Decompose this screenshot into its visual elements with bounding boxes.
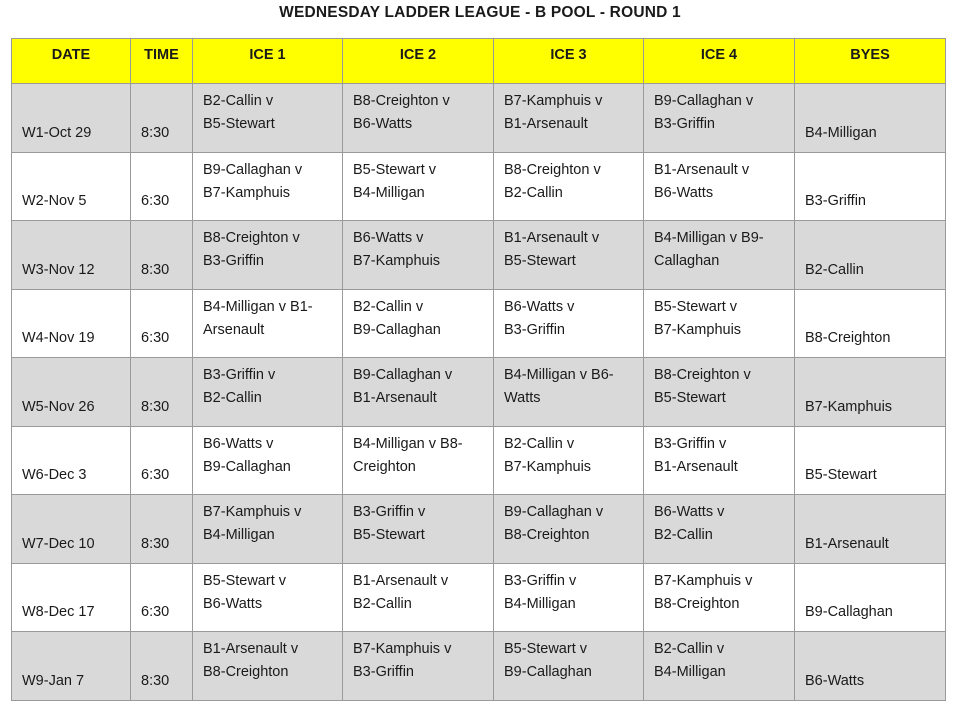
match-line: B4-Milligan v B9- bbox=[654, 230, 764, 246]
match-line: B1-Arsenault v bbox=[353, 572, 449, 589]
date-cell: W3-Nov 12 bbox=[12, 221, 131, 290]
ice-1-match-cell bbox=[193, 84, 343, 153]
ice-4-match-cell bbox=[644, 358, 795, 427]
ice-3-match-cell bbox=[494, 152, 644, 221]
match-line: B4-Milligan v B8- bbox=[353, 435, 463, 452]
match-line: B2-Callin v bbox=[654, 641, 725, 657]
date-cell: W7-Dec 10 bbox=[12, 495, 131, 564]
match-line: B4-Milligan v B6- bbox=[504, 367, 614, 383]
ice-4-match-cell bbox=[644, 563, 795, 632]
match-line: B8-Creighton v bbox=[654, 367, 751, 383]
table-row bbox=[12, 289, 946, 358]
ice-3-match-cell bbox=[494, 495, 644, 564]
match-line: B9-Callaghan v bbox=[654, 93, 754, 109]
match-line: B8-Creighton v bbox=[353, 93, 450, 109]
ice-2-match-cell bbox=[343, 358, 494, 427]
match-line: Creighton bbox=[353, 458, 416, 475]
ice-1-match-cell bbox=[193, 358, 343, 427]
ice-1-match-cell bbox=[193, 563, 343, 632]
match-line: B6-Watts v bbox=[353, 230, 424, 246]
header-ice-1: ICE 1 bbox=[193, 39, 343, 84]
match-line: B7-Kamphuis bbox=[203, 184, 291, 201]
match-line: B4-Milligan bbox=[504, 595, 576, 612]
match-line: B6-Watts v bbox=[504, 298, 575, 315]
header-date: DATE bbox=[12, 39, 131, 84]
table-row bbox=[12, 84, 946, 153]
ice-4-match-cell bbox=[644, 632, 795, 701]
table-row bbox=[12, 358, 946, 427]
match-line: B7-Kamphuis bbox=[353, 253, 441, 269]
match-line: B3-Griffin v bbox=[504, 572, 577, 589]
match-line: B8-Creighton bbox=[654, 595, 740, 612]
ice-3-match-cell bbox=[494, 221, 644, 290]
match-line: Arsenault bbox=[203, 321, 265, 338]
table-row bbox=[12, 426, 946, 495]
ice-4-match-cell bbox=[644, 289, 795, 358]
match-line: B2-Callin v bbox=[353, 298, 424, 315]
match-line: B8-Creighton bbox=[203, 664, 289, 680]
match-line: B5-Stewart bbox=[504, 253, 576, 269]
match-line: B2-Callin v bbox=[504, 435, 575, 452]
time-cell: 6:30 bbox=[131, 563, 193, 632]
match-line: B4-Milligan bbox=[654, 664, 726, 680]
date-cell: W9-Jan 7 bbox=[12, 632, 131, 701]
bye-cell: B9-Callaghan bbox=[795, 563, 946, 632]
match-line: B3-Griffin bbox=[353, 664, 414, 680]
match-line: B1-Arsenault bbox=[504, 116, 588, 132]
time-cell: 6:30 bbox=[131, 289, 193, 358]
table-row bbox=[12, 563, 946, 632]
match-line: B4-Milligan bbox=[353, 184, 425, 201]
ice-1-match-cell bbox=[193, 221, 343, 290]
ice-2-match-cell bbox=[343, 221, 494, 290]
match-line: B1-Arsenault bbox=[353, 390, 437, 406]
bye-cell: B6-Watts bbox=[795, 632, 946, 701]
match-line: B8-Creighton v bbox=[504, 161, 601, 178]
time-cell: 6:30 bbox=[131, 426, 193, 495]
match-line: B5-Stewart bbox=[654, 390, 726, 406]
match-line: B9-Callaghan bbox=[353, 321, 441, 338]
ice-4-match-cell bbox=[644, 152, 795, 221]
ice-2-match-cell bbox=[343, 152, 494, 221]
ice-2-match-cell bbox=[343, 84, 494, 153]
bye-cell: B1-Arsenault bbox=[795, 495, 946, 564]
header-ice-3: ICE 3 bbox=[494, 39, 644, 84]
match-line: B9-Callaghan bbox=[504, 664, 592, 680]
match-line: B6-Watts bbox=[654, 184, 714, 201]
match-line: B6-Watts bbox=[203, 595, 263, 612]
bye-cell: B8-Creighton bbox=[795, 289, 946, 358]
date-cell: W4-Nov 19 bbox=[12, 289, 131, 358]
ice-1-match-cell bbox=[193, 495, 343, 564]
match-line: B2-Callin bbox=[353, 595, 412, 612]
ice-2-match-cell bbox=[343, 632, 494, 701]
match-line: B5-Stewart v bbox=[203, 572, 286, 589]
match-line: B7-Kamphuis v bbox=[654, 572, 753, 589]
ice-1-match-cell bbox=[193, 152, 343, 221]
time-cell: 6:30 bbox=[131, 152, 193, 221]
time-cell: 8:30 bbox=[131, 495, 193, 564]
match-line: B7-Kamphuis v bbox=[203, 504, 302, 520]
match-line: B9-Callaghan bbox=[203, 458, 291, 475]
match-line: B7-Kamphuis bbox=[504, 458, 592, 475]
date-cell: W8-Dec 17 bbox=[12, 563, 131, 632]
date-cell: W1-Oct 29 bbox=[12, 84, 131, 153]
ice-2-match-cell bbox=[343, 289, 494, 358]
match-line: B3-Griffin bbox=[654, 116, 715, 132]
match-line: B8-Creighton v bbox=[203, 230, 300, 246]
match-line: B3-Griffin v bbox=[353, 504, 426, 520]
ice-4-match-cell bbox=[644, 426, 795, 495]
time-cell: 8:30 bbox=[131, 221, 193, 290]
ice-3-match-cell bbox=[494, 426, 644, 495]
page-title: WEDNESDAY LADDER LEAGUE - B POOL - ROUND 1 bbox=[279, 4, 681, 21]
ice-4-match-cell bbox=[644, 495, 795, 564]
match-line: B1-Arsenault v bbox=[504, 230, 600, 246]
ice-2-match-cell bbox=[343, 563, 494, 632]
table-row bbox=[12, 221, 946, 290]
ice-3-match-cell bbox=[494, 358, 644, 427]
header-ice-4: ICE 4 bbox=[644, 39, 795, 84]
match-line: B5-Stewart v bbox=[654, 298, 737, 315]
match-line: B2-Callin bbox=[203, 390, 262, 406]
schedule-table bbox=[11, 38, 946, 701]
bye-cell: B2-Callin bbox=[795, 221, 946, 290]
match-line: B6-Watts bbox=[353, 116, 413, 132]
date-cell: W2-Nov 5 bbox=[12, 152, 131, 221]
date-cell: W6-Dec 3 bbox=[12, 426, 131, 495]
match-line: B5-Stewart bbox=[353, 527, 425, 543]
ice-2-match-cell bbox=[343, 426, 494, 495]
ice-2-match-cell bbox=[343, 495, 494, 564]
match-line: B9-Callaghan v bbox=[504, 504, 604, 520]
match-line: B4-Milligan v B1- bbox=[203, 298, 313, 315]
ice-4-match-cell bbox=[644, 84, 795, 153]
bye-cell: B5-Stewart bbox=[795, 426, 946, 495]
time-cell: 8:30 bbox=[131, 84, 193, 153]
ice-1-match-cell bbox=[193, 632, 343, 701]
table-row bbox=[12, 632, 946, 701]
match-line: B9-Callaghan v bbox=[203, 161, 303, 178]
bye-cell: B4-Milligan bbox=[795, 84, 946, 153]
match-line: B5-Stewart bbox=[203, 116, 275, 132]
ice-3-match-cell bbox=[494, 632, 644, 701]
match-line: B1-Arsenault v bbox=[654, 161, 750, 178]
match-line: B5-Stewart v bbox=[353, 161, 436, 178]
header-ice-2: ICE 2 bbox=[343, 39, 494, 84]
ice-1-match-cell bbox=[193, 426, 343, 495]
match-line: B3-Griffin v bbox=[654, 435, 727, 452]
match-line: B2-Callin bbox=[504, 184, 563, 201]
match-line: B1-Arsenault v bbox=[203, 641, 299, 657]
ice-3-match-cell bbox=[494, 289, 644, 358]
header-byes: BYES bbox=[795, 39, 946, 84]
match-line: B4-Milligan bbox=[203, 527, 275, 543]
ice-3-match-cell bbox=[494, 84, 644, 153]
match-line: B3-Griffin bbox=[203, 253, 264, 269]
match-line: B5-Stewart v bbox=[504, 641, 587, 657]
match-line: Watts bbox=[504, 390, 541, 406]
ice-3-match-cell bbox=[494, 563, 644, 632]
match-line: B9-Callaghan v bbox=[353, 367, 453, 383]
match-line: Callaghan bbox=[654, 253, 720, 269]
match-line: B8-Creighton bbox=[504, 527, 590, 543]
time-cell: 8:30 bbox=[131, 632, 193, 701]
match-line: B2-Callin bbox=[654, 527, 713, 543]
ice-1-match-cell bbox=[193, 289, 343, 358]
match-line: B2-Callin v bbox=[203, 93, 274, 109]
header-time: TIME bbox=[131, 39, 193, 84]
match-line: B3-Griffin bbox=[504, 321, 565, 338]
time-cell: 8:30 bbox=[131, 358, 193, 427]
table-row bbox=[12, 495, 946, 564]
match-line: B3-Griffin v bbox=[203, 367, 276, 383]
ice-4-match-cell bbox=[644, 221, 795, 290]
table-row bbox=[12, 152, 946, 221]
date-cell: W5-Nov 26 bbox=[12, 358, 131, 427]
match-line: B6-Watts v bbox=[654, 504, 725, 520]
match-line: B6-Watts v bbox=[203, 435, 274, 452]
bye-cell: B7-Kamphuis bbox=[795, 358, 946, 427]
match-line: B7-Kamphuis v bbox=[353, 641, 452, 657]
match-line: B7-Kamphuis bbox=[654, 321, 742, 338]
match-line: B7-Kamphuis v bbox=[504, 93, 603, 109]
header-row bbox=[12, 39, 946, 84]
bye-cell: B3-Griffin bbox=[795, 152, 946, 221]
match-line: B1-Arsenault bbox=[654, 458, 738, 475]
